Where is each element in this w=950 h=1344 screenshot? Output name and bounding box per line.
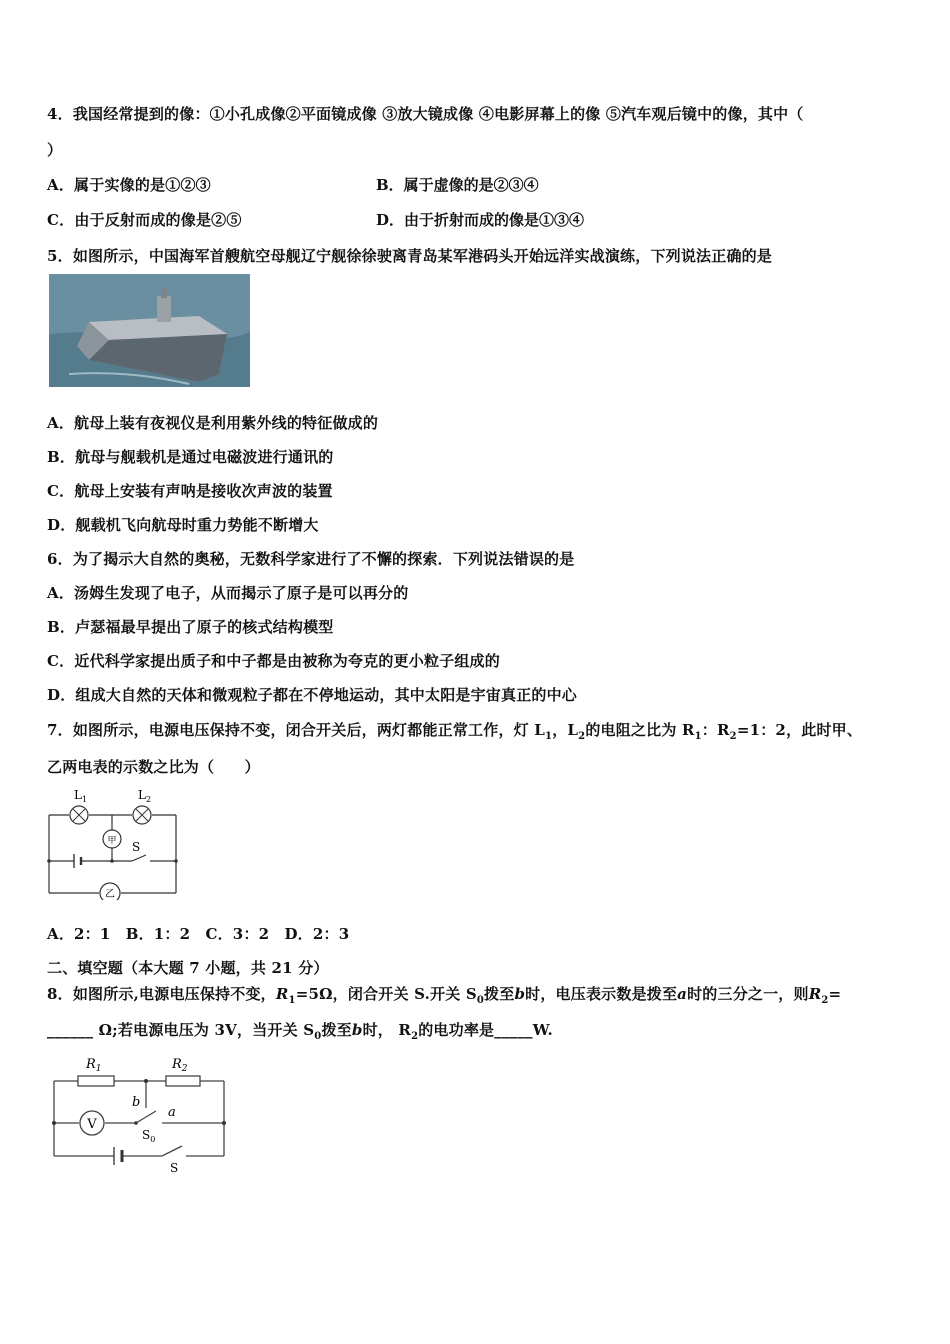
label-s0: $S_0$ bbox=[142, 1128, 156, 1144]
q6-option-d: D．组成大自然的天体和微观粒子都在不停地运动，其中太阳是宇宙真正的中心 bbox=[47, 686, 578, 704]
q4-option-b: B．属于虚像的是②③④ bbox=[376, 176, 539, 194]
q4-stem-cont: ） bbox=[47, 141, 63, 159]
q6-option-a: A．汤姆生发现了电子，从而揭示了原子是可以再分的 bbox=[47, 584, 409, 602]
lamp-l1-icon bbox=[70, 806, 88, 824]
q6-option-b: B．卢瑟福最早提出了原子的核式结构模型 bbox=[47, 618, 334, 636]
q8-stem: 8．如图所示,电源电压保持不变，$R_1=5\Omega$，闭合开关 S.开关 $S_0$拨至b时，电压表示数是拨至a时的三分之一，则$R_2=$ bbox=[47, 985, 842, 1006]
q4-stem: 4．我国经常提到的像：①小孔成像②平面镜成像 ③放大镜成像 ④电影屏幕上的像 ⑤汽车观后镜中的像，其中（ bbox=[47, 105, 804, 123]
q7-stem: 7．如图所示，电源电压保持不变，闭合开关后，两灯都能正常工作，灯 $L_1$，$L_2$的电阻之比为 $R_1$：$R_2=1$：2，此时甲、 bbox=[47, 721, 863, 742]
label-b: b bbox=[132, 1095, 141, 1110]
q5-option-d: D．舰载机飞向航母时重力势能不断增大 bbox=[47, 516, 319, 534]
label-switch-s: S bbox=[132, 840, 141, 854]
label-r2: $R_2$ bbox=[172, 1057, 188, 1074]
q7-circuit-diagram bbox=[44, 785, 184, 904]
label-l1: $L_1$ bbox=[74, 788, 88, 804]
q4-option-a: A．属于实像的是①②③ bbox=[47, 176, 211, 194]
q4-option-c: C．由于反射而成的像是②⑤ bbox=[47, 211, 242, 229]
meter-yi-label: 乙 bbox=[105, 889, 115, 900]
q6-option-c: C．近代科学家提出质子和中子都是由被称为夸克的更小粒子组成的 bbox=[47, 652, 500, 670]
voltmeter-label: V bbox=[87, 1117, 97, 1132]
aircraft-carrier-photo bbox=[49, 274, 250, 387]
lamp-l2-icon bbox=[133, 806, 151, 824]
q5-option-a: A．航母上装有夜视仪是利用紫外线的特征做成的 bbox=[47, 414, 379, 432]
q7-stem-cont: 乙两电表的示数之比为（ ） bbox=[47, 758, 260, 776]
q4-option-d: D．由于折射而成的像是①③④ bbox=[376, 211, 585, 229]
q7-answers: A．2：1 B．1：2 C．3：2 D．2：3 bbox=[47, 925, 350, 943]
q6-stem: 6．为了揭示大自然的奥秘，无数科学家进行了不懈的探索．下列说法错误的是 bbox=[47, 550, 575, 568]
q8-blank-r2[interactable]: ______ bbox=[47, 1021, 94, 1039]
meter-jia-label: 甲 bbox=[107, 836, 117, 846]
q5-stem: 5．如图所示，中国海军首艘航空母舰辽宁舰徐徐驶离青岛某军港码头开始远洋实战演练，下列说法正确的是 bbox=[47, 247, 773, 265]
label-l2: $L_2$ bbox=[138, 788, 152, 804]
label-a: a bbox=[168, 1105, 176, 1120]
label-s: S bbox=[170, 1161, 179, 1175]
section2-heading: 二、填空题（本大题 7 小题，共 21 分） bbox=[47, 959, 329, 977]
label-r1: $R_1$ bbox=[86, 1057, 102, 1074]
q8-circuit-diagram bbox=[44, 1048, 244, 1182]
q5-option-c: C．航母上安装有声呐是接收次声波的装置 bbox=[47, 482, 333, 500]
q8-stem-line2: ______ Ω;若电源电压为 3V，当开关 $S_0$拨至b时， $R_2$的电功率是_____W. bbox=[47, 1021, 553, 1042]
q5-option-b: B．航母与舰载机是通过电磁波进行通讯的 bbox=[47, 448, 334, 466]
q8-blank-power[interactable]: _____ bbox=[494, 1021, 533, 1039]
